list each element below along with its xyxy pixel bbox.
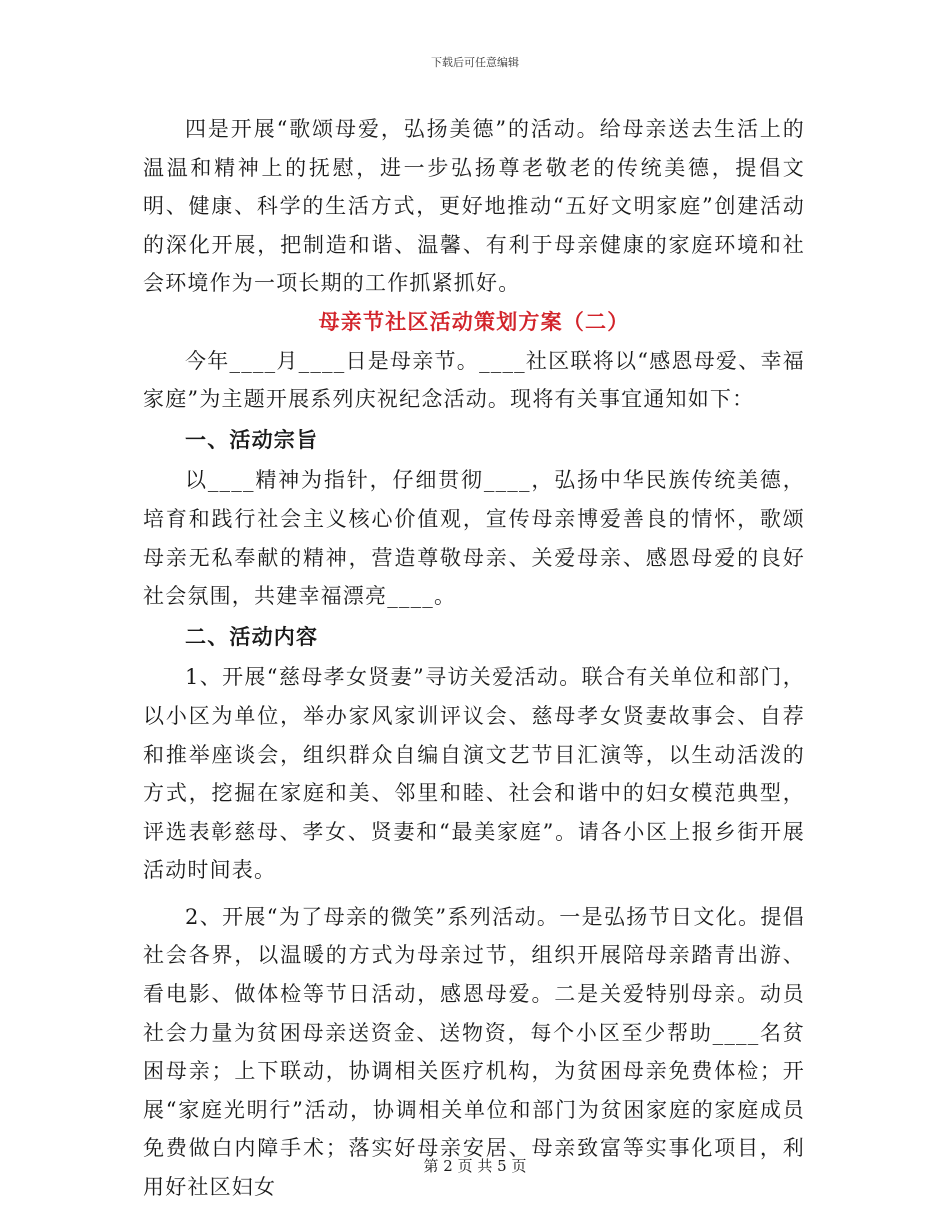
header-note: 下载后可任意编辑 [431,56,519,69]
document-body [143,110,805,1207]
section-title: 母亲节社区活动策划方案（二） [318,308,630,334]
opening-paragraph: 今年____月____日是母亲节。____社区联将以“感恩母爱、幸福家庭”为主题开展系列庆祝纪念活动。现将有关事宜通知如下： [143,348,805,412]
heading-purpose: 一、活动宗旨 [185,426,319,452]
content-item-1: 1、开展“慈母孝女贤妻”寻访关爱活动。联合有关单位和部门，以小区为单位，举办家风家训评议会、慈母孝女贤妻故事会、自荐和推举座谈会，组织群众自编自演文艺节目汇演等，以生动活泼的方式，挖掘在家庭和美、邻里和睦、社会和谐中的妇女模范典型，评选表彰慈母、孝女、贤妻和“最美家庭”。请各小区上报乡街开展活动时间表。 [143,665,805,883]
page-indicator: 第 2 页 共 5 页 [423,1157,527,1175]
intro-paragraph: 四是开展“歌颂母爱，弘扬美德”的活动。给母亲送去生活上的温温和精神上的抚慰，进一步弘扬尊老敬老的传统美德，提倡文明、健康、科学的生活方式，更好地推动“五好文明家庭”创建活动的深化开展，把制造和谐、温馨、有利于母亲健康的家庭环境和社会环境作为一项长期的工作抓紧抓好。 [143,117,805,296]
heading-content: 二、活动内容 [185,623,319,649]
content-item-2: 2、开展“为了母亲的微笑”系列活动。一是弘扬节日文化。提倡社会各界，以温暖的方式为母亲过节，组织开展陪母亲踏青出游、看电影、做体检等节日活动，感恩母爱。二是关爱特别母亲。动员社会力量为贫困母亲送资金、送物资，每个小区至少帮助____名贫困母亲；上下联动，协调相关医疗机构，为贫困母亲免费体检；开展“家庭光明行”活动，协调相关单位和部门为贫困家庭的家庭成员免费做白内障手术；落实好母亲安居、母亲致富等实事化项目，利用好社区妇女 [143,904,805,1200]
purpose-paragraph: 以____精神为指针，仔细贯彻____，弘扬中华民族传统美德，培育和践行社会主义核心价值观，宣传母亲博爱善良的情怀，歌颂母亲无私奉献的精神，营造尊敬母亲、关爱母亲、感恩母爱的良好社会氛围，共建幸福漂亮____。 [143,468,805,609]
